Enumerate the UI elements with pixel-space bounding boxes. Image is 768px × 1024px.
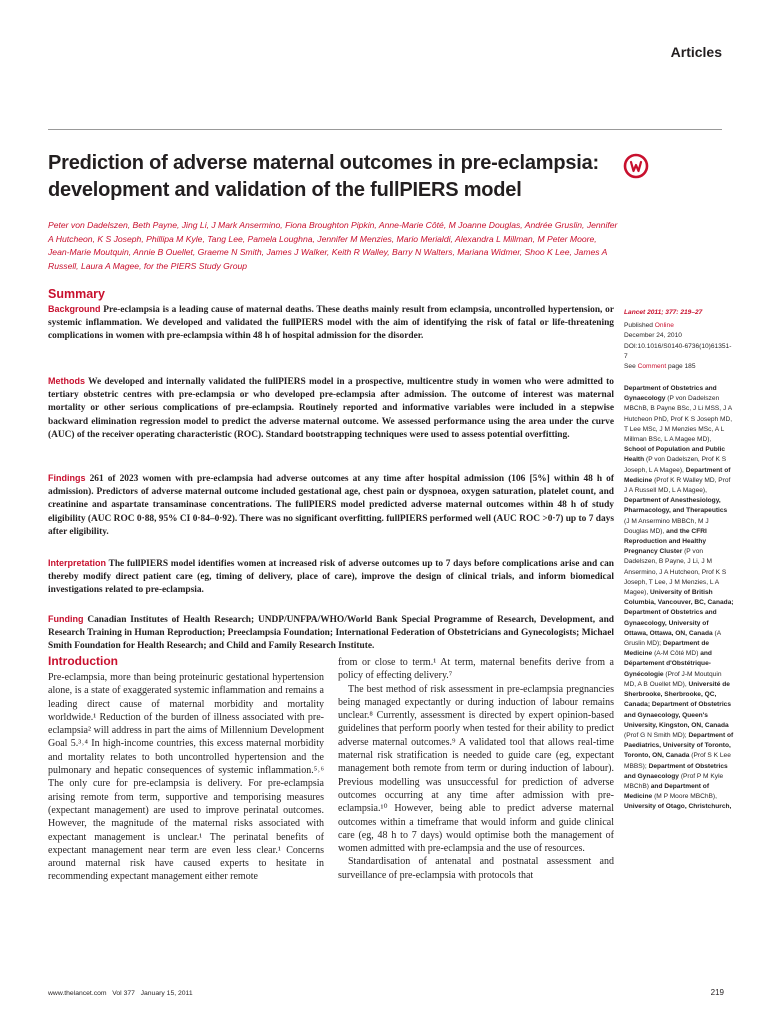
see-comment: See Comment page 185	[624, 363, 696, 371]
comment-link[interactable]: Comment	[637, 363, 667, 371]
background-label: Background	[48, 304, 101, 314]
affiliation-people: (Prof J-M Moutquin MD, A B Ouellet MD),	[624, 670, 722, 688]
affiliation-name: University of Otago, Christchurch,	[624, 803, 732, 811]
page-number: 219	[710, 988, 724, 997]
abstract-findings	[48, 472, 614, 539]
sidebar-citation-block	[624, 308, 734, 372]
affiliation-people: (A Gruslin MD);	[624, 629, 721, 648]
doi: DOI:10.1016/S0140-6736(10)61351-7	[624, 342, 732, 360]
affiliation-name: Department of Medicine	[624, 466, 731, 484]
affiliation-name: and the CFRI Reproduction and Healthy Pregnancy Cluster	[624, 527, 707, 556]
summary-heading: Summary	[48, 287, 105, 301]
title-line-1: Prediction of adverse maternal outcomes in pre-eclampsia:	[48, 152, 600, 174]
affiliation-people: (P von Dadelszen, B Payne, J Li, J M Ansermino, J A Hutcheon, Prof K S Joseph, T Lee, J M Menzies, L A Magee),	[624, 548, 727, 597]
funding-label: Funding	[48, 614, 84, 624]
article-title	[48, 150, 608, 204]
affiliation-people: (Prof K R Walley MD, Prof J A Russell MD, L A Magee),	[624, 476, 731, 495]
sidebar-affiliations	[624, 384, 734, 813]
online-first-icon	[622, 152, 650, 180]
affiliation-name: University of British Columbia, Vancouver, BC, Canada; Department of Obstetrics and Gynaecology, University of Ottawa, Ottawa, ON, Canada	[624, 589, 734, 637]
methods-label: Methods	[48, 376, 85, 386]
methods-text: We developed and internally validated the fullPIERS model in a prospective, multicentre study in women who were admitted to tertiary obstetric centres with pre-eclampsia or who developed pre-eclampsia after admission. The outcome of interest was maternal mortality or other serious complications of pre-eclampsia. Routinely reported and informative variables were included in a stepwise backward elimination regression model to predict the adverse maternal outcome. We assessed performance using the area under the curve (AUC) of the receiver operating characteristic (ROC). Standard bootstrapping techniques were used to assess potential overfitting.	[48, 377, 614, 440]
affiliation-name: and Département d'Obstétrique-Gynécologie	[624, 650, 712, 678]
affiliation-people: (Prof G N Smith MD);	[624, 731, 687, 739]
author-list: Peter von Dadelszen, Beth Payne, Jing Li, J Mark Ansermino, Fiona Broughton Pipkin, Anne-Marie Côté, M Joanne Douglas, Andrée Gruslin, Jennifer A Hutcheon, K S Joseph, Phillipa M Kyle, Tang Lee, Pamela Loughna, Jennifer M Menzies, Mario Merialdi, Alexandra L Millman, M Peter Moore, Jean-Marie Moutquin, Annie B Ouellet, Graeme N Smith, James J Walker, Keith R Walley, Barry N Walters, Mariana Widmer, Shoo K Lee, James A Russell, Laura A Magee, for the PIERS Study Group	[48, 220, 618, 271]
intro-paragraph: Pre-eclampsia, more than being proteinuric gestational hypertension alone, is a state of exaggerated systemic inflammation and remains a leading direct cause of maternal morbidity and mortality worldwide.¹ Reduction of the burden of illness associated with pre-eclampsia² will address in part the aims of Millennium Development Goal 5.³˒⁴ In high-income countries, this excess maternal morbidity and mortality relates to both uncontrolled hypertension and the pulmonary and hepatic consequences of systemic inflammation.⁵˒⁶ The only cure for pre-eclampsia is delivery. For pre-eclampsia arising remote from term, supportive and temporising measures (expectant management) are used to improve perinatal outcomes. However, the magnitude of the maternal risks associated with expectant management is unclear.¹ The perinatal benefits of expectant management near term are even less clear.¹ Concerns around maternal risk have caused experts to hesitate in recommending expectant management either remote	[48, 672, 324, 883]
affiliation-people: (P von Dadelszen MBChB, B Payne BSc, J Li MSS, J A Hutcheon PhD, Prof K S Joseph MD, T Lee MSc, J M Menzies MSc, A L Millman BSc, L A Magee MD),	[624, 395, 733, 444]
abstract-funding	[48, 613, 614, 654]
abstract-methods	[48, 375, 614, 442]
abstract-background	[48, 303, 614, 344]
section-label: Articles	[670, 44, 722, 60]
affiliation-name: Université de Sherbrooke, Sherbrooke, QC, Canada; Department of Obstetrics and Gynaecology, Queen's University, Kingston, ON, Canada	[624, 680, 731, 729]
affiliation-name: Department of Paediatrics, University of Toronto, Toronto, ON, Canada	[624, 731, 734, 760]
abstract-interpretation	[48, 557, 614, 598]
page-footer	[48, 990, 193, 997]
affiliation-name: Department of Obstetrics and Gynaecology	[624, 762, 728, 780]
published-line: Published Online	[624, 322, 674, 330]
intro-column-right	[338, 656, 614, 882]
intro-paragraph: Standardisation of antenatal and postnatal assessment and surveillance of pre-eclampsia with protocols that	[338, 856, 614, 881]
affiliation-people: (J M Ansermino MBBCh, M J Douglas MD),	[624, 517, 709, 535]
intro-paragraph: from or close to term.¹ At term, maternal benefits derive from a policy of effecting delivery.⁷	[338, 657, 614, 682]
interpretation-label: Interpretation	[48, 558, 107, 568]
funding-text: Canadian Institutes of Health Research; UNDP/UNFPA/WHO/World Bank Special Programme of Research, Development, and Research Training in Human Reproduction; Preeclampsia Foundation; International Federation of Obstetricians and Gynecologists; Michael Smith Foundation for Health Research; and Child and Family Research Institute.	[48, 615, 614, 652]
intro-column-left	[48, 671, 324, 884]
findings-label: Findings	[48, 473, 86, 483]
citation: Lancet 2011; 377: 219–27	[624, 309, 703, 316]
affiliation-people: (Prof P M Kyle MBChB)	[624, 772, 724, 790]
header-rule	[48, 129, 722, 130]
affiliation-people: (P von Dadelszen, Prof K S Joseph, L A Magee),	[624, 456, 727, 474]
title-line-2: development and validation of the fullPIERS model	[48, 179, 522, 201]
affiliation-people: (M P Moore MBChB),	[654, 793, 717, 801]
affiliation-people: (A-M Côté MD)	[654, 650, 699, 658]
findings-text: 261 of 2023 women with pre-eclampsia had adverse outcomes at any time after hospital admission (106 [5%] within 48 h of admission). Predictors of adverse maternal outcome included gestational age, chest pain or dyspnoea, oxygen saturation, platelet count, and creatinine and aspartate transaminase concentrations. The fullPIERS model predicted adverse maternal outcomes within 48 h of study eligibility (AUC ROC 0·88, 95% CI 0·84–0·92). There was no significant overfitting. fullPIERS performed well (AUC ROC >0·7) up to 7 days after eligibility.	[48, 474, 614, 537]
intro-paragraph: The best method of risk assessment in pre-eclampsia pregnancies being managed expectantly or during induction of labour remains unclear.⁸ Currently, assessment is directed by expert opinion-based guidelines that perform poorly when tested for their ability to predict adverse maternal outcomes.⁹ A validated tool that allows real-time maternal risk stratification is needed to guide care (eg, expectant management both remote from term or during induction of labour). Previous modelling was unsuccessful for prediction of adverse outcomes occurring at any time after admission with pre-eclampsia.¹⁰ However, being able to predict adverse maternal outcomes within a timeframe that would inform and guide clinical care (eg, 48 h to 7 days) would optimise both the management of women admitted with pre-eclampsia and the use of resources.	[338, 683, 614, 855]
affiliation-name: Department de Medicine	[624, 640, 710, 658]
journal-url[interactable]: www.thelancet.com	[48, 990, 107, 997]
publication-date: December 24, 2010	[624, 332, 682, 340]
affiliation-name: School of Population and Public Health	[624, 446, 726, 464]
affiliation-people: (Prof S K Lee MBBS);	[624, 752, 731, 770]
introduction-heading: Introduction	[48, 654, 118, 668]
affiliation-name: Department of Obstetrics and Gynaecology	[624, 385, 717, 403]
online-link[interactable]: Online	[654, 322, 674, 330]
affiliation-name: Department of Anesthesiology, Pharmacology, and Therapeutics	[624, 497, 728, 515]
volume: Vol 377	[112, 990, 135, 997]
issue-date: January 15, 2011	[140, 990, 193, 997]
affiliation-name: and Department of Medicine	[624, 782, 710, 801]
interpretation-text: The fullPIERS model identifies women at increased risk of adverse outcomes up to 7 days before complications arise and can thereby modify direct patient care (eg, timing of delivery, place of care), improve the design of clinical trials, and inform biomedical investigations related to pre-eclampsia.	[48, 559, 614, 596]
background-text: Pre-eclampsia is a leading cause of maternal deaths. These deaths mainly result from eclampsia, uncontrolled hypertension, or systemic inflammation. We developed and validated the fullPIERS model with the aim of identifying the risk of fatal or life-threatening complications in women with pre-eclampsia within 48 h of hospital admission for the disorder.	[48, 305, 614, 342]
